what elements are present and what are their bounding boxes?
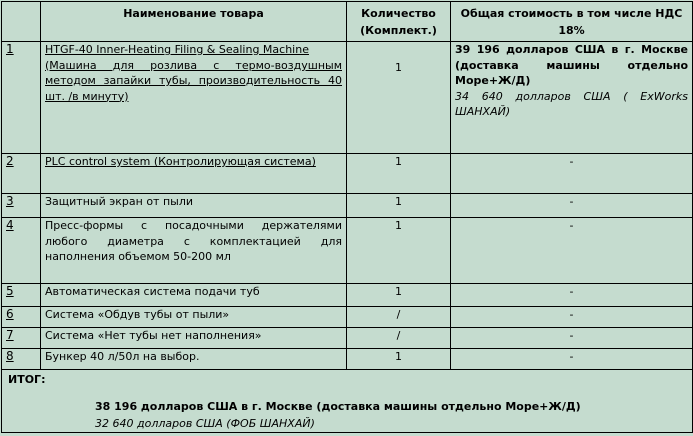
quantity: / [396,308,401,321]
table-row [2,307,693,328]
table-row [2,349,693,370]
table-row [2,42,693,154]
header-num [2,2,41,42]
product-name-en: HTGF-40 Inner-Heating Filing & Sealing Machine [45,43,309,56]
row-number: 2 [6,154,14,168]
quantity: 1 [395,155,402,168]
header-qty: Количество (Комплект.) [347,2,451,42]
product-name: PLC control system (Контролирующая система) [45,155,316,168]
product-name: Пресс-формы с посадочными держателями любого диаметра с комплектацией для наполнения объемом 50-200 мл [45,219,342,263]
total-moscow: 38 196 долларов США в г. Москве (доставка машины отдельно Море+Ж/Д) [95,400,581,413]
price: - [569,219,574,232]
product-name: Бункер 40 л/50л на выбор. [45,350,200,363]
goods-table [1,1,693,433]
quantity: 1 [395,350,402,363]
product-name: Система «Обдув тубы от пыли» [45,308,230,321]
table-row [2,284,693,307]
row-number: 6 [6,307,14,321]
table-row [2,218,693,284]
row-number: 1 [6,42,14,56]
product-name: Автоматическая система подачи туб [45,285,260,298]
product-name-ru: (Машина для розлива с термо-воздушным методом запайки тубы, производительность 40 шт. /в минуту) [45,58,342,103]
price: - [569,195,574,208]
price: - [569,329,574,342]
table-row [2,194,693,218]
table-row [2,154,693,194]
total-row [2,370,693,433]
row-number: 3 [6,194,14,208]
total-label: ИТОГ: [8,373,46,386]
table-header-row [2,2,693,42]
product-name: Защитный экран от пыли [45,195,194,208]
header-price: Общая стоимость в том числе НДС 18% [451,2,693,42]
row-number: 7 [6,328,14,342]
quantity: 1 [395,195,402,208]
price-exworks: 34 640 долларов США ( ExWorks ШАНХАЙ) [455,89,688,118]
quantity: / [396,329,401,342]
price: - [569,308,574,321]
row-number: 8 [6,349,14,363]
price: - [569,285,574,298]
quantity: 1 [395,219,402,232]
price: - [569,155,574,168]
product-name: Система «Нет тубы нет наполнения» [45,329,262,342]
price-moscow: 39 196 долларов США в г. Москве (доставка машины отдельно Море+Ж/Д) [455,43,688,87]
row-number: 4 [6,218,14,232]
row-number: 5 [6,284,14,298]
quantity: 1 [395,285,402,298]
table-row [2,328,693,349]
price: - [569,350,574,363]
quantity: 1 [395,61,402,74]
header-name: Наименование товара [41,2,347,42]
total-fob: 32 640 долларов США (ФОБ ШАНХАЙ) [95,417,315,430]
